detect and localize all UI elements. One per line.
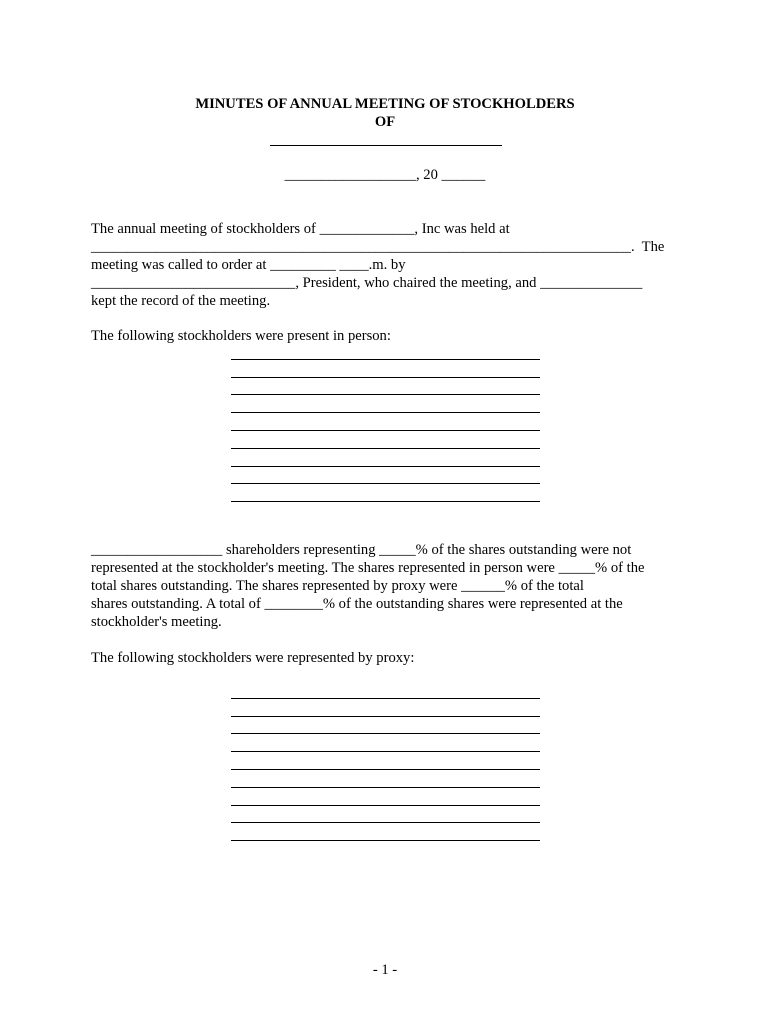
page-number: - 1 - [372,962,398,978]
stockholder-name-blank [231,413,540,431]
intro-paragraph [91,220,681,310]
stockholder-name-blank [231,717,540,735]
shares-line: stockholder's meeting. [91,614,222,630]
stockholder-name-blank [231,395,540,413]
stockholder-name-blank [231,770,540,788]
company-name-blank [270,145,502,146]
shares-line: represented at the stockholder's meeting. The shares represented in person were _____% of the [91,560,645,576]
document-title-of: OF [374,114,396,130]
stockholder-name-blank [231,360,540,378]
stockholder-name-blank [231,378,540,396]
stockholder-name-blank [231,823,540,841]
stockholder-name-blank [231,806,540,824]
stockholder-name-blank [231,788,540,806]
proxy-stockholders-list [231,681,540,841]
stockholder-name-blank [231,699,540,717]
shares-line: __________________ shareholders representing _____% of the shares outstanding were not [91,542,632,558]
stockholder-name-blank [231,484,540,502]
stockholder-name-blank [231,734,540,752]
intro-line: ____________________________, President, who chaired the meeting, and ______________ [91,275,643,291]
stockholder-name-blank [231,431,540,449]
shares-line: shares outstanding. A total of ________% of the outstanding shares were represented at the [91,596,623,612]
present-stockholders-list [231,342,540,502]
intro-line: The annual meeting of stockholders of _____________, Inc was held at [91,221,510,237]
date-line: __________________, 20 ______ [284,167,486,183]
intro-line: kept the record of the meeting. [91,293,271,309]
proxy-heading: The following stockholders were represented by proxy: [91,650,415,666]
present-heading: The following stockholders were present in person: [91,328,391,344]
stockholder-name-blank [231,342,540,360]
shares-paragraph [91,541,681,631]
document-title: MINUTES OF ANNUAL MEETING OF STOCKHOLDERS [195,96,575,112]
stockholder-name-blank [231,467,540,485]
stockholder-name-blank [231,752,540,770]
shares-line: total shares outstanding. The shares represented by proxy were ______% of the total [91,578,584,594]
stockholder-name-blank [231,681,540,699]
intro-line: __________________________________________________________________________. The [91,239,665,255]
stockholder-name-blank [231,449,540,467]
intro-line: meeting was called to order at _________ ____.m. by [91,257,406,273]
